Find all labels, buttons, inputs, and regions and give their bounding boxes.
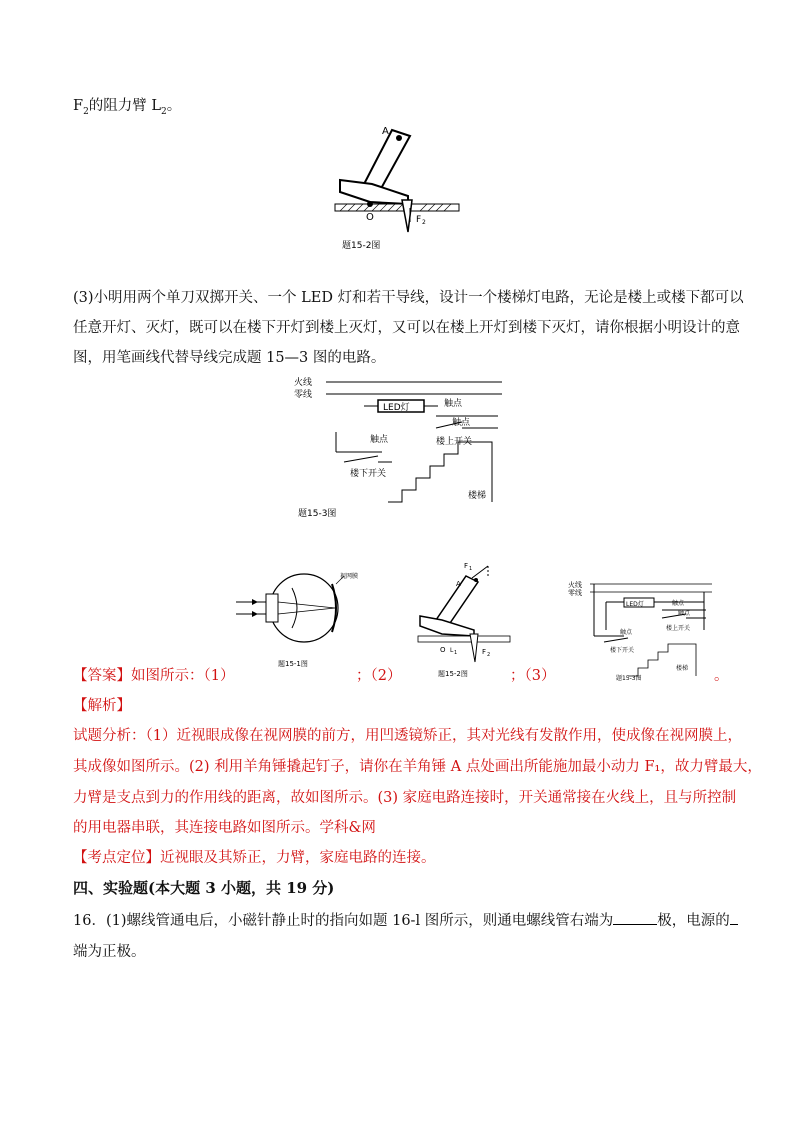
answer-contact3-label: 触点 (620, 629, 633, 636)
figure-15-3 (292, 372, 510, 522)
neutral-wire-label: 零线 (294, 390, 313, 400)
answer-contact1-label: 触点 (672, 600, 685, 607)
answer-lever-figure (414, 562, 514, 680)
answer-stairs-label: 楼梯 (676, 665, 689, 672)
answer-up-label: 楼上开关 (666, 625, 691, 632)
q3-line3: 图，用笔画线代替导线完成题 15—3 图的电路。 (73, 350, 386, 366)
figure-15-2 (330, 122, 465, 252)
l2-subscript: 2 (161, 106, 167, 117)
caption-15-2: 题15-2图 (342, 241, 381, 251)
retina-label: 视网膜 (340, 573, 359, 580)
q16-line1-b: 极，电源的 (657, 913, 730, 929)
label-f2: F (416, 215, 422, 225)
label-a: A (382, 126, 389, 137)
key-point (73, 848, 436, 868)
lever-a-label: A (456, 580, 461, 588)
lever-f2-sub: 2 (487, 652, 491, 658)
lever-f1-label: F (464, 562, 469, 570)
q16-line1 (73, 910, 738, 931)
analysis-line1: 试题分析：（1）近视眼成像在视网膜的前方，用凹透镜矫正，其对光线有发散作用，使成像在视网膜上， (73, 728, 742, 744)
answer-live-label: 火线 (568, 581, 582, 589)
caption-answer-15-3: 题15-3图 (616, 675, 642, 682)
caption-answer-15-2: 题15-2图 (438, 670, 468, 678)
q3-line1: (3)小明用两个单刀双掷开关、一个 LED 灯和若干导线，设计一个楼梯灯电路，无论是楼上或楼下都可以 (73, 290, 744, 306)
answer-sep3: ；（3） (510, 668, 556, 684)
top-line-mid: 的阻力臂 L (88, 98, 162, 114)
q16-line2: 端为正极。 (73, 944, 146, 960)
analysis-line2: 其成像如图所示。(2) 利用羊角锤撬起钉子，请你在羊角锤 A 点处画出所能施加最小动力 F₁，故力臂最大， (73, 759, 762, 775)
answer-contact2-label: 触点 (678, 610, 691, 617)
top-line (73, 96, 181, 122)
label-f2-sub: 2 (422, 219, 426, 226)
answer-end: 。 (714, 668, 729, 684)
analysis-line3: 力臂是支点到力的作用线的距离，故如图所示。(3) 家庭电路连接时，开关通常接在火线上，且与所控制 (73, 790, 737, 806)
answer-circuit-figure (566, 578, 716, 682)
answer-down-label: 楼下开关 (610, 647, 635, 654)
answer-eye-figure (232, 568, 362, 678)
upstairs-switch-label: 楼上开关 (436, 437, 473, 447)
lever-l1-label: L (450, 647, 454, 654)
answer-neutral-label: 零线 (568, 589, 582, 597)
answer-led-label: LED灯 (626, 601, 644, 608)
live-wire-label: 火线 (294, 378, 313, 388)
lever-f1-sub: 1 (469, 566, 473, 572)
key-point-tag: 【考点定位】 (73, 850, 160, 866)
answer-line (73, 666, 234, 686)
analysis-line4: 的用电器串联，其连接电路如图所示。学科&网 (73, 820, 376, 836)
q16-line1-a: 16．(1)螺线管通电后，小磁针静止时的指向如题 16-l 图所示，则通电螺线管右端为 (73, 913, 614, 929)
downstairs-switch-label: 楼下开关 (350, 469, 387, 479)
contact-top2-label: 触点 (452, 418, 471, 428)
lever-f2-label: F (482, 648, 487, 656)
top-line-suffix: 。 (166, 98, 182, 114)
f2-subscript: 2 (83, 106, 89, 117)
section4-title: 四、实验题(本大题 3 小题，共 19 分) (73, 879, 335, 897)
analysis-tag: 【解析】 (73, 698, 131, 714)
caption-15-1: 题15-1图 (278, 660, 308, 668)
caption-15-3: 题15-3图 (298, 509, 337, 519)
answer-sep2: ；（2） (356, 668, 402, 684)
q16-blank2 (730, 910, 738, 925)
contact-top1-label: 触点 (444, 399, 463, 409)
answer-tag: 【答案】 (73, 668, 131, 684)
q16-blank1 (613, 910, 657, 925)
label-o: O (366, 212, 374, 223)
answer-text: 如图所示：（1） (131, 668, 235, 684)
lever-o-label: O (440, 646, 446, 654)
f2-symbol: F (73, 98, 84, 114)
key-point-text: 近视眼及其矫正，力臂，家庭电路的连接。 (160, 850, 436, 866)
lever-l1-sub: 1 (454, 650, 458, 656)
stairs-label: 楼梯 (468, 491, 487, 501)
contact-bottom-label: 触点 (370, 435, 389, 445)
led-label: LED灯 (383, 403, 410, 413)
q3-line2: 任意开灯、灭灯，既可以在楼下开灯到楼上灭灯，又可以在楼上开灯到楼下灭灯，请你根据小明设计的意 (73, 320, 740, 336)
